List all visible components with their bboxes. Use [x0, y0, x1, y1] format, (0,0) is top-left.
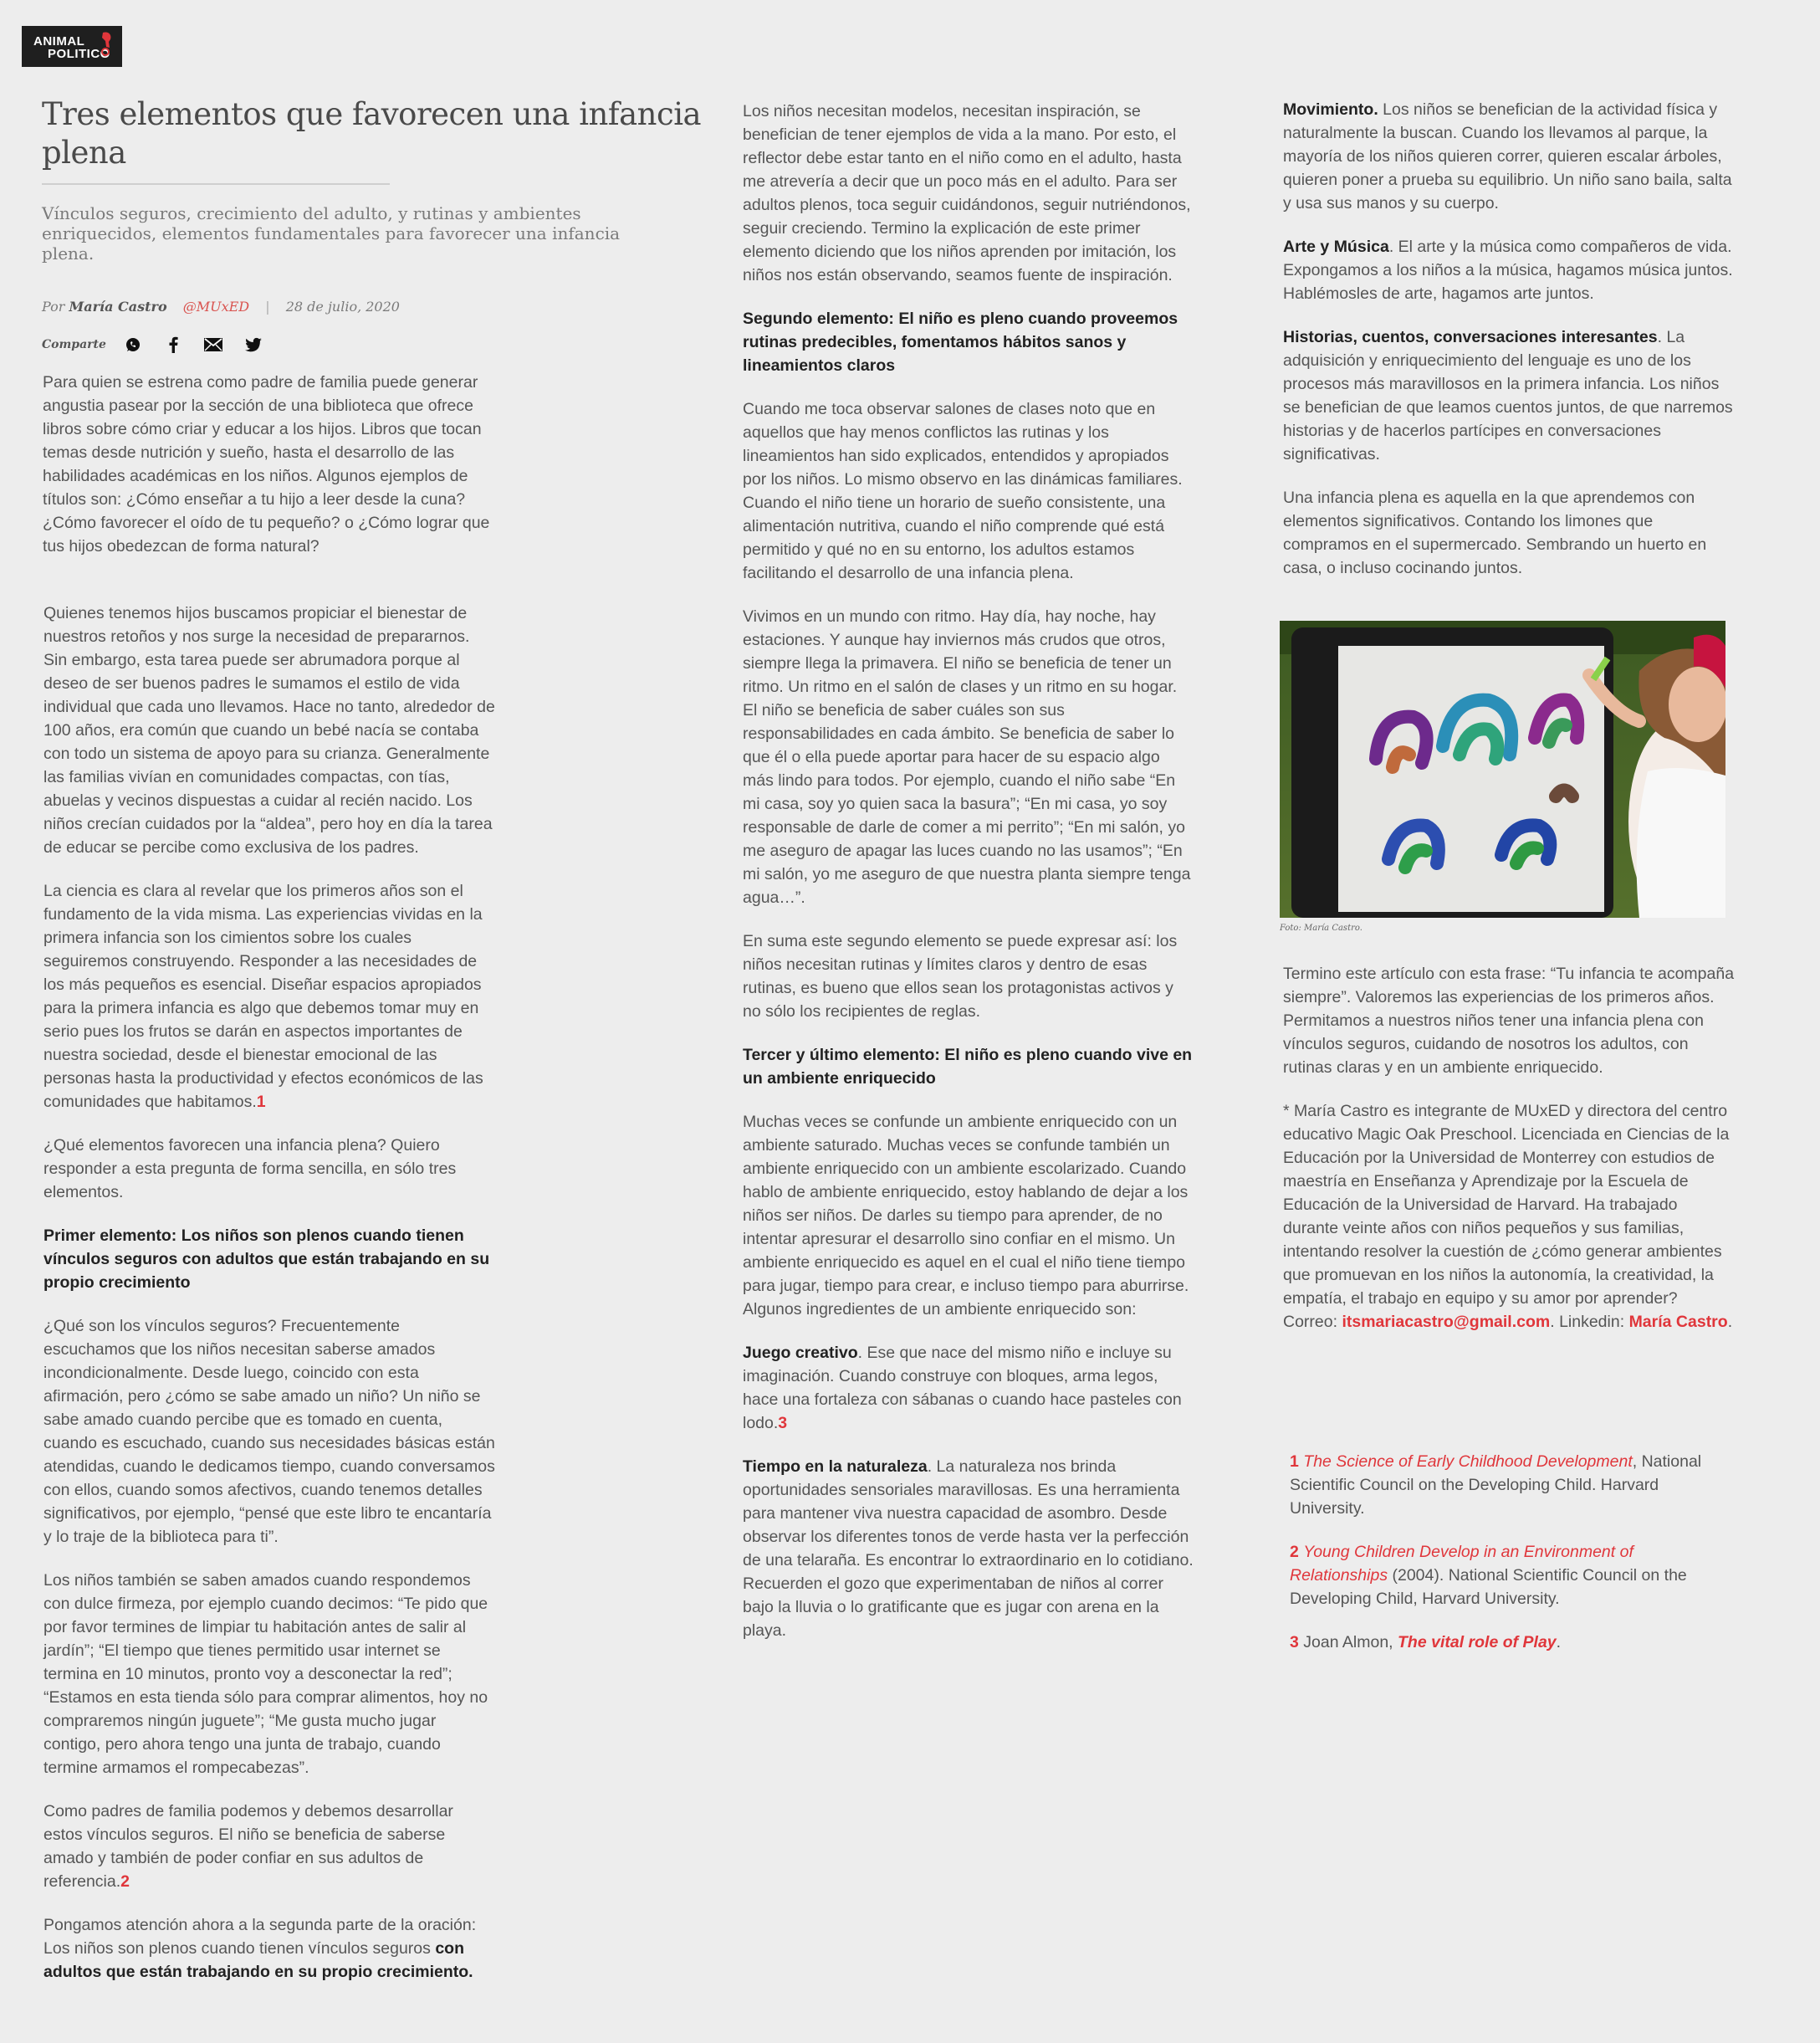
linkedin-label: . Linkedin:	[1550, 1313, 1625, 1331]
footnote-link[interactable]: The vital role of Play	[1398, 1633, 1557, 1651]
paragraph-text: Muchas veces se confunde un ambiente enriquecido con un ambiente saturado. Muchas veces se confunde también un ambiente enriquecido con un ambiente escolarizado. Cuando hablo de ambiente enriquecido, estoy hablando de dejar a los niños ser niños. De darles su tiempo para aprender, de no intentar apresurar el desarrollo sino confiar en el mismo. Un ambiente enriquecido es aquel en el cual el niño tiene tiempo para jugar, tiempo para crear, e incluso tiempo para aburrirse. Algunos ingredientes de un ambiente enriquecido son:	[743, 1113, 1189, 1318]
paragraph	[1283, 98, 1735, 215]
paragraph-bold: Arte y Música	[1283, 238, 1389, 256]
footnote-text: .	[1556, 1633, 1562, 1651]
article-title: Tres elementos que favorecen una infancia plena	[42, 96, 702, 171]
paragraph: Vivimos en un mundo con ritmo. Hay día, hay noche, hay estaciones. Y aunque hay inviernos más crudos que otros, siempre llega la primavera. El niño se beneficia de tener un ritmo. Un ritmo en el salón de clases y un ritmo en su hogar. El niño se beneficia de saber cuáles son sus responsabilidades en cada ámbito. Se beneficia de saber lo que él o ella puede aportar para hacer de su espacio algo más lindo para todos. Por ejemplo, cuando el niño sabe “En mi casa, soy yo quien saca la basura”; “En mi casa, yo soy responsable de darle de comer a mi perrito”; “En mi salón, yo me aseguro de apagar las luces cuando no las usamos”; “En mi salón, yo me aseguro de que nuestra planta siempre tenga agua…”.	[743, 607, 1191, 907]
paragraph: Cuando me toca observar salones de clases noto que en aquellos que hay menos conflictos las rutinas y los lineamientos han sido explicados, entendidos y apropiados por los niños. Lo mismo observo en las dinámicas familiares. Cuando el niño tiene un horario de sueño consistente, una alimentación nutritiva, cuando el niño comprende qué está permitido y qué no en su entorno, los adultos estamos facilitando el desarrollo de una infancia plena.	[743, 400, 1183, 582]
footnote-ref[interactable]: 1	[256, 1093, 266, 1111]
logo-mark-icon	[100, 31, 112, 56]
linkedin-link[interactable]: María Castro	[1628, 1313, 1728, 1331]
column-left	[43, 371, 495, 1984]
paragraph-text: Los niños se benefician de la actividad física y naturalmente la buscan. Cuando los llevamos al parque, la mayoría de los niños quieren correr, quieren escalar árboles, quieren poner a prueba su equilibrio. Un niño sano baila, salta y usa sus manos y su cuerpo.	[1283, 100, 1732, 212]
footnote-text: , National Scientific Council on the Developing Child. Harvard University.	[1290, 1452, 1702, 1518]
footnote-number: 1	[1290, 1452, 1299, 1471]
paragraph: Para quien se estrena como padre de familia puede generar angustia pasear por la sección de una biblioteca que ofrece libros sobre cómo criar y educar a los hijos. Libros que tocan temas desde nutrición y sueño, hasta el desarrollo de las habilidades académicas en los niños. Algunos ejemplos de títulos son: ¿Cómo enseñar a tu hijo a leer desde la cuna? ¿Cómo favorecer el oído de tu pequeño? o ¿Cómo lograr que tus hijos obedezcan de forma natural?	[43, 373, 490, 556]
paragraph-bold: con adultos que están trabajando en su propio crecimiento.	[43, 1939, 473, 1981]
facebook-icon[interactable]	[163, 335, 183, 355]
paragraph	[743, 1455, 1194, 1642]
paragraph-bold: Juego creativo	[743, 1344, 858, 1362]
footnote-link[interactable]: Young Children Develop in an Environment of Relationships	[1290, 1543, 1633, 1585]
paragraph: ¿Qué elementos favorecen una infancia plena? Quiero responder a esta pregunta de forma sencilla, en sólo tres elementos.	[43, 1136, 457, 1201]
title-divider	[42, 183, 390, 185]
column-right-bottom	[1283, 962, 1735, 1334]
byline-prefix: Por	[42, 299, 65, 315]
share-label: Comparte	[42, 338, 106, 351]
footnote-text: Joan Almon,	[1298, 1633, 1398, 1651]
footnote-number: 2	[1290, 1543, 1299, 1561]
footnote-ref[interactable]: 3	[778, 1414, 788, 1432]
author-handle[interactable]: @MUxED	[182, 299, 250, 315]
paragraph: Los niños necesitan modelos, necesitan inspiración, se benefician de tener ejemplos de vida a la mano. Por esto, el reflector debe estar tanto en el niño como en el adulto, hasta me atrevería a decir que un poco más en el adulto. Para ser adultos plenos, toca seguir cuidándonos, seguir nutriéndonos, seguir creciendo. Termino la explicación de este primer elemento diciendo que los niños aprenden por imitación, los niños nos están observando, seamos fuente de inspiración.	[743, 102, 1191, 284]
footnote-item	[1290, 1540, 1725, 1610]
paragraph-text: . La naturaleza nos brinda oportunidades sensoriales maravillosas. Es una herramienta para mantener viva nuestra capacidad de asombro. Desde observar los diferentes tonos de verde hasta ver la perfección de una telaraña. Es encontrar lo extraordinario en lo cotidiano. Recuerden el gozo que experimentaban de niños al correr bajo la lluvia o lo gratificante que es jugar con arena en la playa.	[743, 1457, 1194, 1640]
email-icon[interactable]	[203, 335, 223, 355]
paragraph: Quienes tenemos hijos buscamos propiciar el bienestar de nuestros retoños y nos surge la necesidad de prepararnos. Sin embargo, esta tarea puede ser abrumadora porque al deseo de ser buenos padres le sumamos el estilo de vida individual que cada uno llevamos. Hace no tanto, alrededor de 100 años, era común que cuando un bebé nacía se contaba con todo un sistema de apoyo para su crianza. Generalmente las familias vivían en comunidades compactas, con tías, abuelas y vecinos dispuestas a cuidar al recién nacido. Los niños crecían cuidados por la “aldea”, pero hoy en día la tarea de educar se percibe como exclusiva de los padres.	[43, 604, 495, 857]
photo-caption: Foto: María Castro.	[1280, 924, 1362, 933]
paragraph	[43, 879, 495, 1114]
paragraph	[743, 1341, 1194, 1435]
paragraph-text: Pongamos atención ahora a la segunda parte de la oración: Los niños son plenos cuando tienen vínculos seguros	[43, 1916, 477, 1958]
section-heading-3: Tercer y último elemento: El niño es pleno cuando vive en un ambiente enriquecido	[743, 1046, 1193, 1088]
paragraph-bold: Historias, cuentos, conversaciones interesantes	[1283, 328, 1658, 346]
paragraph	[43, 1913, 495, 1984]
publish-date: 28 de julio, 2020	[285, 299, 400, 315]
article-subtitle: Vínculos seguros, crecimiento del adulto, y rutinas y ambientes enriquecidos, elementos fundamentales para favorecer una infancia plena.	[42, 203, 621, 264]
section-heading-2: Segundo elemento: El niño es pleno cuando proveemos rutinas predecibles, fomentamos hábitos sanos y lineamientos claros	[743, 310, 1178, 375]
paragraph	[43, 1800, 495, 1893]
author-name[interactable]: María Castro	[69, 299, 167, 315]
paragraph: En suma este segundo elemento se puede expresar así: los niños necesitan rutinas y límites claros y dentro de esas rutinas, es bueno que ellos sean los protagonistas activos y no sólo los recipientes de reglas.	[743, 932, 1178, 1021]
article-photo	[1280, 621, 1725, 918]
whatsapp-icon[interactable]	[123, 335, 143, 355]
logo-line-2: POLITICO	[48, 47, 110, 61]
footnote-number: 3	[1290, 1633, 1299, 1651]
paragraph-text: . El arte y la música como compañeros de vida. Expongamos a los niños a la música, hagamos música juntos. Hablémosles de arte, hagamos arte juntos.	[1283, 238, 1733, 303]
paragraph-text: . Ese que nace del mismo niño e incluye su imaginación. Cuando construye con bloques, arma legos, hace una fortaleza con sábanas o cuando hace pasteles con lodo.	[743, 1344, 1182, 1432]
twitter-icon[interactable]	[243, 335, 263, 355]
byline-separator: |	[265, 299, 270, 315]
footnote-item	[1290, 1631, 1725, 1654]
paragraph-bold: Tiempo en la naturaleza	[743, 1457, 928, 1476]
paragraph-bold: Movimiento.	[1283, 100, 1378, 119]
paragraph: Termino este artículo con esta frase: “Tu infancia te acompaña siempre”. Valoremos las experiencias de los primeros años. Permitamos a nuestros niños tener una infancia plena con vínculos seguros, cuidando de nosotros los adultos, con rutinas claras y en un ambiente enriquecido.	[1283, 965, 1735, 1077]
footnote-item	[1290, 1450, 1725, 1520]
footnote-ref[interactable]: 2	[120, 1872, 130, 1891]
child-painting-illustration	[1280, 621, 1725, 918]
period: .	[1727, 1313, 1733, 1331]
paragraph: Una infancia plena es aquella en la que aprendemos con elementos significativos. Contando los limones que compramos en el supermercado. Sembrando un huerto en casa, o incluso cocinando juntos.	[1283, 489, 1707, 577]
author-bio	[1283, 1099, 1735, 1334]
paragraph	[1283, 325, 1735, 466]
paragraph	[743, 1110, 1194, 1321]
paragraph-text: . La adquisición y enriquecimiento del lenguaje es uno de los procesos más maravillosos en la primera infancia. Los niños se benefician de que leamos cuentos juntos, de que narremos historias y de hacerlos partícipes en conversaciones significativas.	[1283, 328, 1733, 463]
paragraph: ¿Qué son los vínculos seguros? Frecuentemente escuchamos que los niños necesitan saberse amados incondicionalmente. Desde luego, coincido con esta afirmación, pero ¿cómo se sabe amado un niño? Un niño se sabe amado cuando percibe que es tomado en cuenta, cuando es escuchado, cuando sus necesidades básicas están atendidas, cuando le dedicamos tiempo, cuando conversamos con ellos, cuando somos afectivos, cuando tenemos detalles significativos, por ejemplo, “pensé que este libro te encantaría y lo traje de la biblioteca para ti”.	[43, 1317, 495, 1546]
email-link[interactable]: itsmariacastro@gmail.com	[1342, 1313, 1551, 1331]
paragraph	[1283, 235, 1735, 305]
logo-line-1: ANIMAL	[33, 34, 85, 49]
paragraph-text: La ciencia es clara al revelar que los primeros años son el fundamento de la vida misma. Las experiencias vividas en la primera infancia son los cimientos sobre los cuales seguiremos construyendo. Responder a las necesidades de los más pequeños es esencial. Diseñar espacios apropiados para la primera infancia es algo que debemos tomar muy en serio pues los frutos se darán en aspectos importantes de nuestra sociedad, desde el bienestar emocional de las personas hasta la productividad y efectos económicos de las comunidades que habitamos.	[43, 882, 483, 1111]
footnote-link[interactable]: The Science of Early Childhood Development	[1303, 1452, 1633, 1471]
column-right-top	[1283, 98, 1735, 580]
paragraph-text: Como padres de familia podemos y debemos desarrollar estos vínculos seguros. El niño se beneficia de saberse amado y también de poder confiar en sus adultos de referencia.	[43, 1802, 453, 1891]
column-middle	[743, 100, 1194, 1642]
site-logo[interactable]	[22, 26, 122, 67]
byline	[42, 299, 400, 315]
paragraph: Los niños también se saben amados cuando respondemos con dulce firmeza, por ejemplo cuando decimos: “Te pido que por favor termines de limpiar tu habitación antes de salir al jardín”; “El tiempo que tienes permitido usar internet se termina en 10 minutos, pronto voy a desconectar la red”; “Estamos en esta tienda sólo para comprar alimentos, hoy no compraremos ningún juguete”; “Me gusta mucho jugar contigo, pero ahora tengo una junta de trabajo, cuando termine armamos el rompecabezas”.	[43, 1571, 488, 1777]
footnotes	[1290, 1450, 1725, 1654]
share-bar	[42, 335, 284, 355]
footnote-text: (2004). National Scientific Council on the Developing Child, Harvard University.	[1290, 1566, 1687, 1608]
paragraph-text: * María Castro es integrante de MUxED y directora del centro educativo Magic Oak Preschool. Licenciada en Ciencias de la Educación por la Universidad de Monterrey con estudios de maestría en Enseñanza y Aprendizaje por la Escuela de Educación de la Universidad de Harvard. Ha trabajado durante veinte años con niños pequeños y sus familias, intentando resolver la cuestión de ¿cómo generar ambientes que promuevan en los niños la autonomía, la creatividad, la empatía, el trabajo en equipo y su amor por aprender? Correo:	[1283, 1102, 1730, 1331]
section-heading-1: Primer elemento: Los niños son plenos cuando tienen vínculos seguros con adultos que están trabajando en su propio crecimiento	[43, 1226, 490, 1292]
